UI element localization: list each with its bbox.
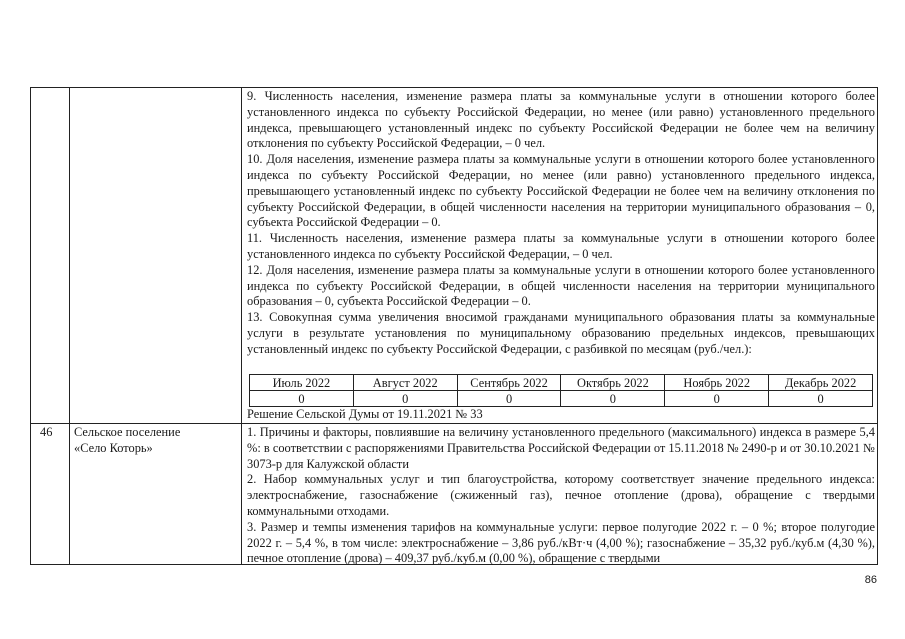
month-header: Октябрь 2022 (561, 375, 665, 391)
month-header: Ноябрь 2022 (665, 375, 769, 391)
row-number: 46 (40, 425, 53, 439)
paragraph-9: 9. Численность населения, изменение размера платы за коммунальные услуги в отношении которого более установленного индекса по субъекту Российской Федерации, но менее (или равно) установленного предельного индекса, превышающего установленный индекс по субъекту Российской Федерации не более чем на величину отклонения по субъекту Российской Федерации, – 0 чел. (247, 89, 875, 151)
month-header: Декабрь 2022 (769, 375, 873, 391)
months-header-row (250, 375, 873, 391)
paragraph-3: 3. Размер и темпы изменения тарифов на коммунальные услуги: первое полугодие 2022 г. – 0 %; второе полугодие 2022 г. – 5,4 %, в том числе: электроснабжение – 3,86 руб./кВт·ч (4,00 %); газоснабжение – 35,32 руб./куб.м (4,30 %), печное отопление (дрова) – 409,37 руб./куб.м (0,00 %), обращение с твердыми (247, 519, 875, 565)
month-value: 0 (561, 391, 665, 407)
paragraph-11: 11. Численность населения, изменение размера платы за коммунальные услуги в отношении которого более установленного индекса по субъекту Российской Федерации, – 0 чел. (247, 231, 875, 261)
column-divider-2 (241, 88, 242, 564)
document-table (30, 87, 878, 565)
month-value: 0 (457, 391, 561, 407)
months-values-row (250, 391, 873, 407)
paragraph-10: 10. Доля населения, изменение размера платы за коммунальные услуги в отношении которого более установленного индекса по субъекту Российской Федерации, но менее (или равно) установленного предельного индекса, превышающего установленный индекс по субъекту Российской Федерации не более чем на величину отклонения по субъекту Российской Федерации, в общей численности населения на территории муниципального образования – 0, субъекта Российской Федерации – 0. (247, 152, 875, 230)
month-header: Сентябрь 2022 (457, 375, 561, 391)
decision-text: Решение Сельской Думы от 19.11.2021 № 33 (247, 407, 483, 421)
paragraph-12: 12. Доля населения, изменение размера платы за коммунальные услуги в отношении которого более установленного индекса по субъекту Российской Федерации, в общей численности населения на территории муниципального образования – 0, субъекта Российской Федерации – 0. (247, 262, 875, 309)
paragraph-2: 2. Набор коммунальных услуг и тип благоустройства, которому соответствует значение предельного индекса: электроснабжение, газоснабжение (сжиженный газ), печное отопление (дрова), обращение с твердыми коммунальными отходами. (247, 472, 875, 518)
lower-row-text (247, 425, 875, 565)
paragraph-1: 1. Причины и факторы, повлиявшие на величину установленного предельного (максимального) индекса в размере 5,4 %: в соответствии с распоряжениями Правительства Российской Федерации от 15.11.2018 № 2490-р и от 30.10.2021 № 3073-р для Калужской области (247, 425, 875, 471)
paragraph-13: 13. Совокупная сумма увеличения вносимой гражданами муниципального образования платы за коммунальные услуги в результате установления по муниципальному образованию предельных индексов, превышающих установленный индекс по субъекту Российской Федерации, с разбивкой по месяцам (руб./чел.): (247, 310, 875, 356)
monthly-increase-table (249, 374, 873, 407)
page-number: 86 (864, 574, 877, 586)
month-value: 0 (769, 391, 873, 407)
month-header: Июль 2022 (250, 375, 354, 391)
row-divider (31, 423, 877, 424)
settlement-name-line1: Сельское поселение (74, 425, 181, 439)
month-value: 0 (250, 391, 354, 407)
settlement-name (74, 425, 238, 457)
column-divider-1 (69, 88, 70, 564)
month-value: 0 (353, 391, 457, 407)
settlement-name-line2: «Село Которь» (74, 440, 153, 455)
month-header: Август 2022 (353, 375, 457, 391)
upper-row-text (247, 89, 875, 358)
month-value: 0 (665, 391, 769, 407)
